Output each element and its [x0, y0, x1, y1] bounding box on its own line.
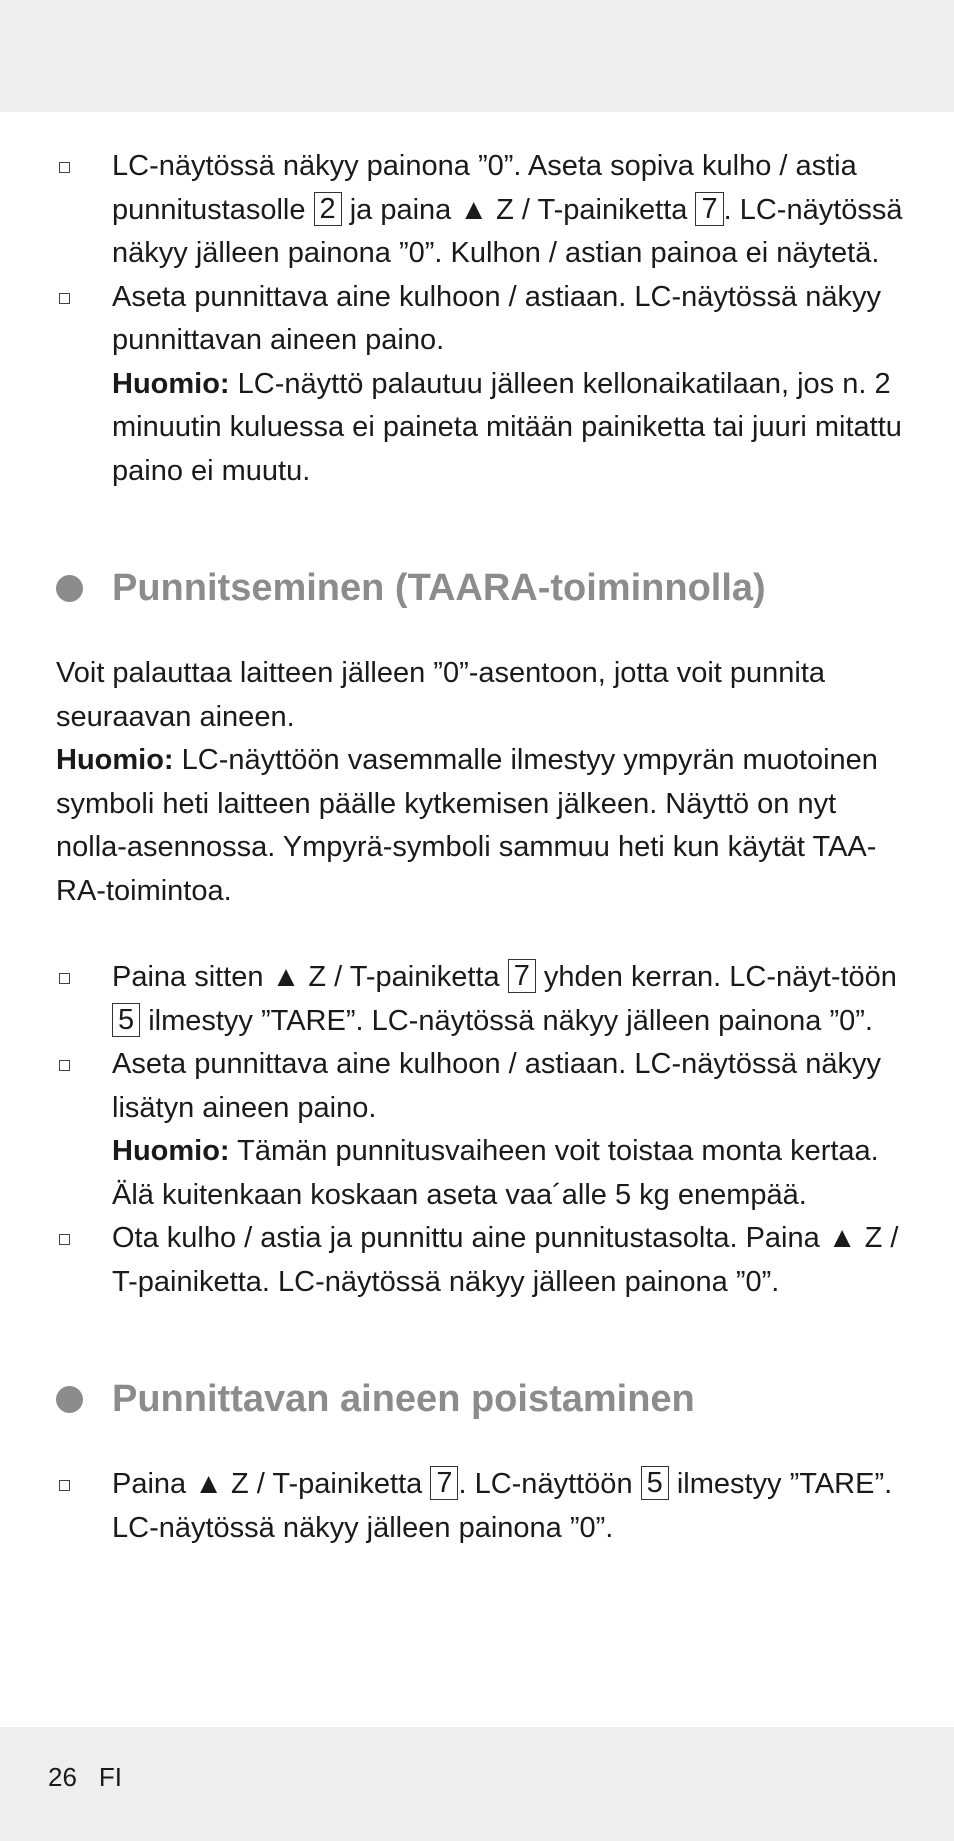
section-heading: Punnitseminen (TAARA-toiminnolla) [56, 565, 906, 611]
note: Huomio: LC-näyttö palautuu jälleen kellonaikatilaan, jos n. 2 minuutin kuluessa ei paineta mitään painiketta tai juuri mitattu paino ei muutu. [112, 367, 902, 487]
checkbox-bullet-icon [59, 1234, 70, 1245]
list-item: LC-näytössä näkyy painona ”0”. Aseta sopiva kulho / astia punnitustasolle 2 ja paina ▲ Z / T-painiketta 7 . LC-näytössä näkyy jälleen painona ”0”. Kulhon / astian painoa ei näytetä. [56, 145, 906, 276]
checkbox-bullet-icon [59, 1480, 70, 1491]
note: Huomio: Tämän punnitusvaiheen voit toistaa monta kertaa. Älä kuitenkaan koskaan aseta vaa´alle 5 kg enempää. [112, 1135, 879, 1211]
bullet-dot-icon [56, 1386, 83, 1413]
paragraph: Voit palauttaa laitteen jälleen ”0”-asentoon, jotta voit punnita seuraavan aineen. [56, 657, 826, 733]
ref-box: 7 [695, 192, 723, 226]
checkbox-bullet-icon [59, 293, 70, 304]
language-code: FI [98, 1762, 123, 1792]
ref-box: 7 [508, 959, 536, 993]
page-content [56, 145, 906, 1550]
list-item: Paina ▲ Z / T-painiketta 7 . LC-näyttöön 5 ilmestyy ”TARE”. LC-näytössä näkyy jälleen painona ”0”. [56, 1463, 906, 1550]
ref-box: 5 [641, 1466, 669, 1500]
list-item: Aseta punnittava aine kulhoon / astiaan. LC-näytössä näkyy lisätyn aineen paino. Huomio: Tämän punnitusvaiheen voit toistaa monta kertaa. Älä kuitenkaan koskaan aseta vaa´alle 5 kg enempää. [56, 1043, 906, 1217]
page-footer [48, 1762, 144, 1793]
list-item: Aseta punnittava aine kulhoon / astiaan. LC-näytössä näkyy punnittavan aineen paino. Huomio: LC-näyttö palautuu jälleen kellonaikatilaan, jos n. 2 minuutin kuluessa ei paineta mitään painiketta tai juuri mitattu paino ei muutu. [56, 276, 906, 494]
section-heading: Punnittavan aineen poistaminen [56, 1376, 906, 1422]
list-item: Paina sitten ▲ Z / T-painiketta 7 yhden kerran. LC-näyt-töön 5 ilmestyy ”TARE”. LC-näytössä näkyy jälleen painona ”0”. [56, 956, 906, 1043]
checkbox-bullet-icon [59, 162, 70, 173]
ref-box: 2 [314, 192, 342, 226]
checkbox-bullet-icon [59, 1060, 70, 1071]
bullet-dot-icon [56, 575, 83, 602]
checkbox-bullet-icon [59, 973, 70, 984]
list-item: Ota kulho / astia ja punnittu aine punnitustasolta. Paina ▲ Z / T-painiketta. LC-näytössä näkyy jälleen painona ”0”. [56, 1217, 906, 1304]
page-number: 26 [48, 1762, 77, 1792]
ref-box: 5 [112, 1003, 140, 1037]
note-paragraph: Huomio: LC-näyttöön vasemmalle ilmestyy ympyrän muotoinen symboli heti laitteen päälle kytkemisen jälkeen. Näyttö on nyt nolla-asennossa. Ympyrä-symboli sammuu heti kun käytät TAA-RA-toimintoa. [56, 744, 878, 907]
ref-box: 7 [430, 1466, 458, 1500]
header-band [0, 0, 954, 112]
